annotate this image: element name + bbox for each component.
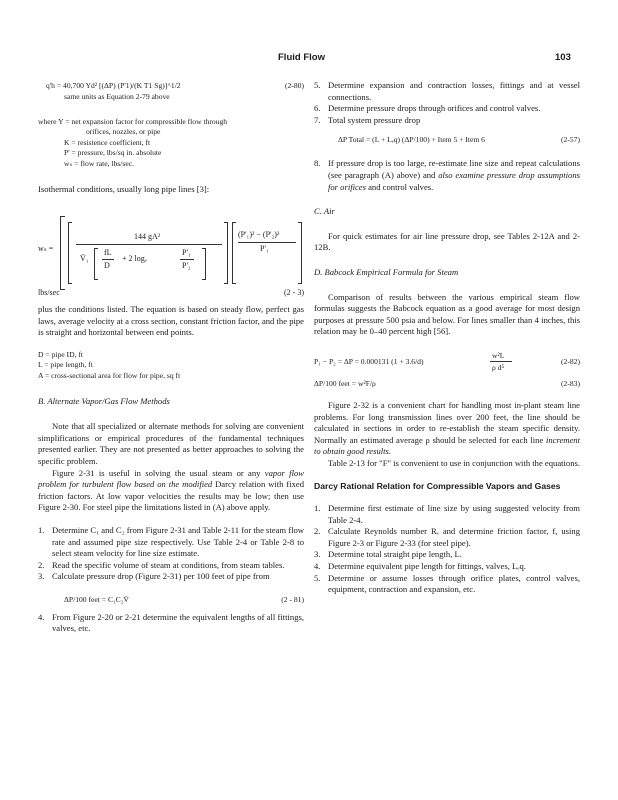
list-item: 5. Determine expansion and contraction losses, fittings and at vessel connections. (314, 80, 580, 102)
para-alternate: Note that all specialized or alternate methods for solving are convenient simplifications or empirical procedures of the fundamental techniques presented earlier. They are not presented as better approaches to solving the specific problem. (38, 421, 304, 466)
list-item-text: Calculate Reynolds number Rₑ and determine friction factor, f, using Figure 2-3 or Figure 2-33 (for steel pipe). (328, 526, 580, 548)
equation-2-3 (38, 208, 304, 298)
text-run-italic: also examine pressure drop assumptions for orifices (328, 169, 580, 192)
where-line: P' = pressure, lbs/sq in. absolute (64, 148, 162, 158)
def-line: A = cross-sectional area for flow for pipe, sq ft (38, 370, 181, 380)
page-number: 103 (555, 52, 571, 63)
list-item-text: Determine equivalent pipe length for fittings, valves, Lₑq. (328, 561, 526, 572)
outer-bracket-left (60, 216, 65, 290)
def-line: D = pipe ID, ft (38, 349, 83, 359)
eq-2-82-num: w²L (492, 350, 505, 360)
defs-block (38, 350, 304, 382)
list-item: 1. Determine C₁ and C₂ from Figure 2-31 and Table 2-11 for the steam flow rate and assumed pipe size respectively. Use Table 2-4 or Table 2-8 to select steam velocity for line size estimate. (38, 524, 304, 559)
list-item: 5. Determine or assume losses through orifice plates, control valves, equipment, contraction and expansion, etc. (314, 572, 580, 595)
running-head: Fluid Flow (278, 52, 325, 63)
eq-2-57: ΔP Total = (L + Lₑq) (ΔP/100) + Item 5 + Item 6 (338, 135, 485, 145)
eq-2-80-note: same units as Equation 2-79 above (64, 92, 170, 101)
text-run: If pressure drop is too large, re-estimate line size and repeat calculations (see paragraph (A) above) and (328, 158, 580, 180)
inner-bracket-left (68, 222, 72, 284)
units-label: lbs/sec (38, 288, 60, 297)
list-item: 4. Determine equivalent pipe length for fittings, valves, Lₑq. (314, 561, 526, 572)
right-column (314, 80, 580, 596)
fl-num: fL (104, 248, 112, 257)
text-run: Figure 2-32 is a convenient chart for handling most in-plant steam line problems. For long transmission lines over 200 feet, the line should be calculated in sections in order to re-establish the steam specific density. Normally an estimated average ρ should be selected for each line (314, 399, 580, 445)
log-bar (180, 259, 194, 260)
list-item-text: Read the specific volume of steam at conditions, from steam tables. (52, 559, 285, 570)
paren-right (202, 248, 206, 280)
para-babcock: Comparison of results between the various empirical steam flow formulas suggests the Babcock equation as a good average for most design purposes at pressure 500 psia and below. For lines smaller than 4 inches, this relation may be 0–40 percent high [56]. (314, 291, 580, 337)
list-item: 7. Total system pressure drop (314, 114, 421, 125)
list-item-text: Determine pressure drops through orifices and control valves. (328, 103, 541, 114)
list-item-text: Calculate pressure drop (Figure 2-31) per 100 feet of pipe from (52, 571, 270, 582)
eq-2-3-number: (2 - 3) (284, 288, 304, 297)
list-item: 3. Determine total straight pipe length, L. (314, 549, 462, 560)
steps-list-right-2 (314, 158, 580, 193)
list-item: 1. Determine first estimate of line size by using suggested velocity from Table 2-4. (314, 503, 580, 525)
isothermal-text: Isothermal conditions, usually long pipe lines [3]: (38, 183, 210, 194)
list-item: 2. Calculate Reynolds number Rₑ and determine friction factor, f, using Figure 2-3 or Figure 2-33 (for steel pipe). (314, 526, 580, 548)
para-figure-232 (314, 400, 580, 458)
list-item-text: Determine total straight pipe length, L. (328, 549, 462, 560)
text-run: Figure 2-31 is useful in solving the usual steam or any (52, 467, 265, 478)
list-item: 8. If pressure drop is too large, re-estimate line size and repeat calculations (see paragraph (A) above) and also examine pressure drop assumptions for orifices and control valves. (314, 158, 580, 192)
eq-2-81-number: (2 - 81) (281, 594, 304, 604)
list-item: 2. Read the specific volume of steam at conditions, from steam tables. (38, 559, 285, 570)
rhs-num: (P'₁)² − (P'₂)² (238, 230, 280, 239)
eq-2-83-number: (2-83) (561, 378, 580, 388)
section-c-heading: C. Air (314, 206, 335, 217)
eq-2-57-number: (2-57) (561, 135, 580, 145)
eq-2-82-lhs: P₁ − P₂ = ΔP = 0.000131 (1 + 3.6/d) (314, 356, 424, 366)
rhs-bar (238, 242, 296, 243)
eq-2-82-number: (2-82) (561, 356, 580, 366)
eq-2-83: ΔP/100 feet = w²F/ρ (314, 378, 376, 388)
rhs-den: P'₁ (260, 244, 269, 253)
para-figure-231 (38, 468, 304, 514)
list-item-text: From Figure 2-20 or 2-21 determine the equivalent lengths of all fittings, valves, etc. (52, 611, 304, 634)
fraction-bar (76, 244, 222, 245)
v1-symbol: V̄₁ (80, 254, 89, 263)
list-item-text: Total system pressure drop (328, 114, 421, 125)
eq-2-81: ΔP/100 feet = C₁C₂V̄ (64, 594, 129, 604)
where-line: wₛ = flow rate, lbs/sec. (64, 158, 134, 168)
steps-list-left (38, 525, 304, 583)
text-run: Darcy relation with fixed friction factors. At low vapor velocities the results may be low; then use Figure 2-30. For steel pipe the limitations listed in (A) above apply. (38, 479, 304, 513)
list-item-text: Determine first estimate of line size by using suggested velocity from Table 2-4. (328, 503, 580, 525)
list-item: 6. Determine pressure drops through orifices and control valves. (314, 103, 541, 114)
log-den: P'₂ (182, 261, 191, 270)
para-table-213: Table 2-13 for "F" is convenient to use in conjunction with the equations. (328, 457, 581, 468)
equation-2-82 (314, 350, 580, 374)
para-air: For quick estimates for air line pressure drop, see Tables 2-12A and 2-12B. (314, 230, 580, 253)
eq-2-82-den: ρ d⁵ (492, 362, 505, 372)
list-item: 4. From Figure 2-20 or 2-21 determine the equivalent lengths of all fittings, valves, etc. (38, 611, 304, 634)
list-item-text: Determine expansion and contraction losses, fittings and at vessel connections. (328, 80, 580, 102)
left-column-body (38, 304, 304, 635)
section-b-heading: B. Alternate Vapor/Gas Flow Methods (38, 395, 170, 406)
steps-list-right (314, 80, 580, 126)
log-term: + 2 logₑ (122, 254, 147, 263)
where-line: orifices, nozzles, or pipe (86, 127, 161, 137)
ws-label: wₛ = (38, 244, 54, 253)
darcy-steps-list (314, 503, 580, 596)
paren-left (94, 248, 98, 280)
where-line: K = resistence coefficient, ft (64, 137, 151, 147)
text-run-italic: increment to obtain good results. (314, 434, 580, 457)
list-item-text: Determine or assume losses through orifice plates, control valves, equipment, contraction and expansion, etc. (328, 572, 580, 595)
text-run: and control valves. (365, 181, 434, 192)
where-block (38, 117, 304, 170)
rhs-bracket-left (232, 222, 236, 284)
fl-bar (102, 259, 114, 260)
eq-2-80: q'h = 40,700 Yd² [(ΔP) (P'1)/(K T1 Sg)]^1/2 (46, 81, 181, 90)
text-run-italic: vapor flow problem for turbulent flow based on the modified (38, 467, 304, 490)
eq-numerator: 144 gA² (134, 232, 161, 241)
fl-den: D (104, 261, 110, 270)
list-item: 3. Calculate pressure drop (Figure 2-31) per 100 feet of pipe from (38, 571, 270, 582)
eq-2-80-number: (2-80) (285, 81, 304, 90)
para-conditions: plus the conditions listed. The equation is based on steady flow, perfect gas laws, average velocity at a cross section, constant friction factor, and the pipe is straight and horizontal between end points. (38, 304, 304, 338)
log-num: P'₁ (182, 248, 191, 257)
where-line: where Y = net expansion factor for compressible flow through (38, 116, 228, 126)
left-column (38, 80, 304, 195)
def-line: L = pipe length, ft (38, 360, 93, 370)
inner-bracket-right (224, 222, 228, 284)
rhs-bracket-right (298, 222, 302, 284)
darcy-heading: Darcy Rational Relation for Compressible Vapors and Gases (314, 481, 561, 492)
list-item-text: Determine C₁ and C₂ from Figure 2-31 and Table 2-11 for the steam flow rate and assumed pipe size respectively. Use Table 2-4 or Table 2-8 to select steam velocity for line size estimate. (52, 524, 304, 559)
section-d-heading: D. Babcock Empirical Formula for Steam (314, 266, 459, 277)
steps-list-left-2 (38, 612, 304, 635)
